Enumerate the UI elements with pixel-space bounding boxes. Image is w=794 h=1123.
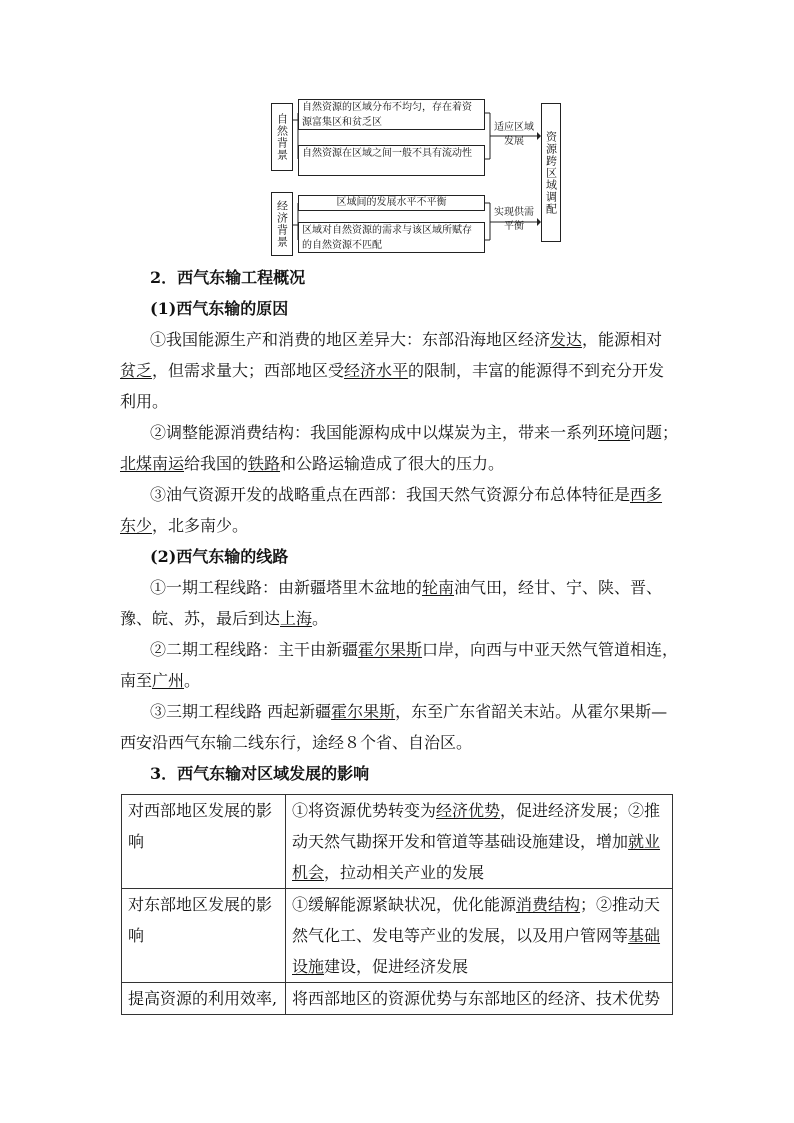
table-row — [122, 889, 673, 983]
reason3-line1: ③油气资源开发的战略重点在西部：我国天然气资源分布总体特征是西多 — [150, 485, 663, 504]
reason3-line2: 东少，北多南少。 — [120, 516, 249, 535]
natural-background-label: 自然背景 — [271, 103, 293, 171]
table-row — [122, 983, 673, 1015]
row-value-east: ①缓解能源紧缺状况，优化能源消费结构；②推动天 然气化工、发电等产业的发展，以及用户管网等基础 设施建设，促进经济发展 — [286, 889, 673, 983]
balance-supply-demand-label: 实现供需平衡 — [494, 207, 534, 232]
route3-line2: 西安沿西气东输二线东行，途经８个省、自治区。 — [120, 733, 473, 752]
reason2-line1: ②调整能源消费结构：我国能源构成中以煤炭为主，带来一系列环境问题； — [150, 423, 679, 442]
reasons-subtitle: (1)西气东输的原因 — [150, 299, 289, 318]
impact-table — [121, 794, 673, 1015]
reason1-line3: 利用。 — [120, 392, 169, 411]
economic-item-demand-mismatch: 区域对自然资源的需求与该区域所赋存的自然资源不匹配 — [298, 222, 485, 253]
economic-item-uneven-development: 区域间的发展水平不平衡 — [298, 195, 485, 211]
route2-line1: ②二期工程线路：主干由新疆霍尔果斯口岸，向西与中亚天然气管道相连， — [150, 640, 679, 659]
adapt-regional-development-label: 适应区域发展 — [494, 122, 534, 147]
resource-transfer-result: 资源跨区域调配 — [541, 103, 561, 242]
reason2-line2: 北煤南运给我国的铁路和公路运输造成了很大的压力。 — [120, 454, 505, 473]
economic-background-label: 经济背景 — [271, 192, 293, 256]
table-row — [122, 795, 673, 889]
section3-title: 3．西气东输对区域发展的影响 — [150, 764, 370, 783]
natural-item-uneven-distribution: 自然资源的区域分布不均匀，存在着资源富集区和贫乏区 — [298, 99, 485, 130]
row-key-east: 对东部地区发展的影 响 — [122, 889, 286, 983]
route1-line2: 豫、皖、苏，最后到达上海。 — [120, 609, 329, 628]
reason1-line1: ①我国能源生产和消费的地区差异大：东部沿海地区经济发达，能源相对 — [150, 330, 663, 349]
route3-line1: ③三期工程线路 西起新疆霍尔果斯，东至广东省韶关末站。从霍尔果斯— — [150, 702, 668, 721]
route1-line1: ①一期工程线路：由新疆塔里木盆地的轮南油气田，经甘、宁、陕、晋、 — [150, 578, 663, 597]
natural-item-no-mobility: 自然资源在区域之间一般不具有流动性 — [298, 145, 485, 176]
section2-title: 2．西气东输工程概况 — [150, 268, 306, 287]
row-value-west: ①将资源优势转变为经济优势，促进经济发展；②推 动天然气勘探开发和管道等基础设施建设，增加就业 机会，拉动相关产业的发展 — [286, 795, 673, 889]
route2-line2: 南至广州。 — [120, 671, 201, 690]
resource-transfer-diagram — [0, 0, 794, 262]
routes-subtitle: (2)西气东输的线路 — [150, 547, 289, 566]
row-value-efficiency: 将西部地区的资源优势与东部地区的经济、技术优势 — [286, 983, 673, 1015]
row-key-efficiency: 提高资源的利用效率, — [122, 983, 286, 1015]
row-key-west: 对西部地区发展的影 响 — [122, 795, 286, 889]
reason1-line2: 贫乏，但需求量大；西部地区受经济水平的限制，丰富的能源得不到充分开发 — [120, 361, 665, 380]
